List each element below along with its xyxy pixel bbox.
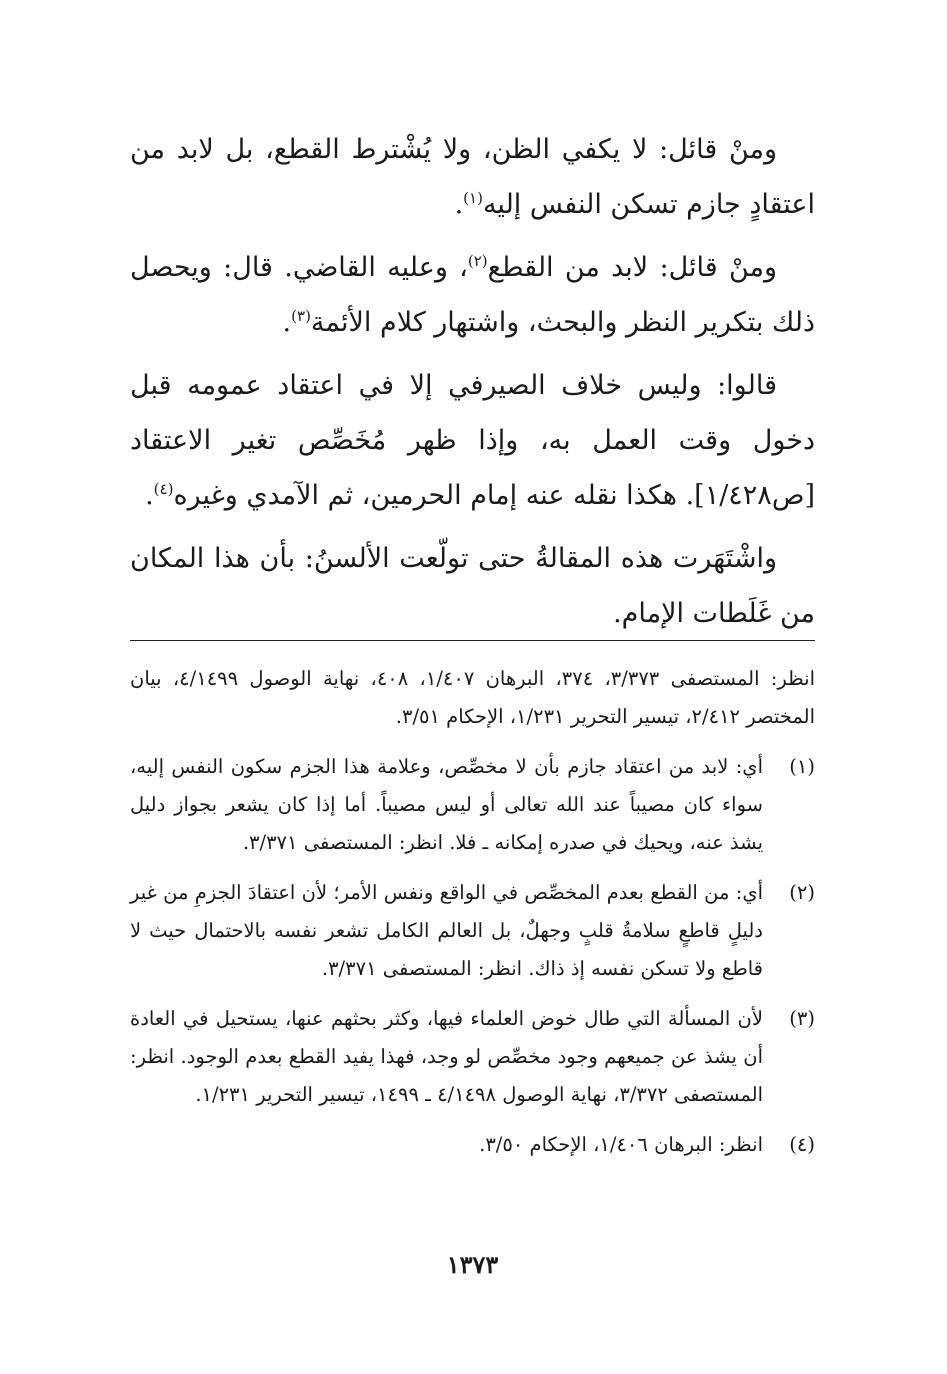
document-page: [130, 0, 815, 1374]
footnote-ref-3: (٣): [291, 307, 311, 325]
footnote-ref-1: (١): [463, 189, 483, 207]
footnote-number: (٣): [789, 1007, 815, 1030]
paragraph-3: [130, 358, 815, 523]
footnote-2: [130, 874, 815, 988]
paragraph-4-text: واشْتَهَرت هذه المقالةُ حتى تولّعت الألسنُ: بأن هذا المكان من غَلَطات الإمام.: [130, 543, 815, 629]
paragraph-2-text: ومنْ قائل: لابد من القطع: [487, 252, 777, 283]
footnote-number: (٤): [789, 1133, 815, 1156]
paragraph-1-text: ومنْ قائل: لا يكفي الظن، ولا يُشْترط القطع، بل لابد من اعتقادٍ جازم تسكن النفس إليه: [130, 134, 815, 220]
footnote-3: [130, 1000, 815, 1114]
footnote-text: أي: من القطع بعدم المخصِّص في الواقع ونفس الأمر؛ لأن اعتقادَ الجزمِ من غير دليلٍ قاطعٍ سلامةُ قلبٍ وجهلٌ، بل العالم الكامل تشعر نفسه بالاحتمال حيث لا قاطع ولا تسكن نفسه إذ ذاك. انظر: المستصفى ٣/٣٧١.: [130, 881, 763, 980]
paragraph-2-end: .: [282, 307, 292, 338]
paragraph-2: [130, 240, 815, 350]
paragraph-1-end: .: [454, 189, 464, 220]
paragraph-1: [130, 122, 815, 232]
footnote-text: أي: لابد من اعتقاد جازم بأن لا مخصِّص، وعلامة هذا الجزم سكون النفس إليه، سواء كان مصيباً عند الله تعالى أو ليس مصيباً. أما إذا كان يشعر بجواز دليل يشذ عنه، ويحيك في صدره إمكانه ـ فلا. انظر: المستصفى ٣/٣٧١.: [130, 755, 763, 854]
footnote-ref-2: (٢): [467, 252, 488, 270]
footnote-number: (٢): [789, 881, 815, 904]
footnote-4: [130, 1126, 815, 1164]
footnote-ref-4: (٤): [153, 480, 174, 498]
footnote-text: لأن المسألة التي طال خوض العلماء فيها، وكثر بحثهم عنها، يستحيل في العادة أن يشذ عن جميعهم وجود مخصِّص لو وجد، فهذا يفيد القطع بعدم الوجود. انظر: المستصفى ٣/٣٧٢، نهاية الوصول ٤/١٤٩٨ ـ ١٤٩٩، تيسير التحرير ١/٢٣١.: [130, 1007, 763, 1106]
footnote-separator: [130, 640, 815, 641]
paragraph-2-text-cont: ، وعليه القاضي. قال: ويحصل ذلك بتكرير النظر والبحث، واشتهار كلام الأئمة: [130, 252, 815, 338]
paragraph-3-text: قالوا: وليس خلاف الصيرفي إلا في اعتقاد عمومه قبل دخول وقت العمل به، وإذا ظهر مُخَصِّص تغير الاعتقاد [ص١/٤٢٨]. هكذا نقله عنه إمام الحرمين، ثم الآمدي وغيره: [130, 370, 815, 511]
main-text: [130, 122, 815, 649]
footnote-text: انظر: البرهان ١/٤٠٦، الإحكام ٣/٥٠.: [479, 1133, 763, 1156]
footnotes: [130, 660, 815, 1176]
page-number: ١٣٧٣: [446, 1250, 499, 1279]
footnote-number: (١): [789, 755, 815, 778]
paragraph-3-end: .: [145, 480, 154, 511]
footnote-1: [130, 748, 815, 862]
footnote-continuation: انظر: المستصفى ٣/٣٧٣، ٣٧٤، البرهان ١/٤٠٧، ٤٠٨، نهاية الوصول ٤/١٤٩٩، بيان المختصر ٢/٤١٢، تيسير التحرير ١/٢٣١، الإحكام ٣/٥١.: [130, 667, 815, 728]
paragraph-4: [130, 531, 815, 641]
